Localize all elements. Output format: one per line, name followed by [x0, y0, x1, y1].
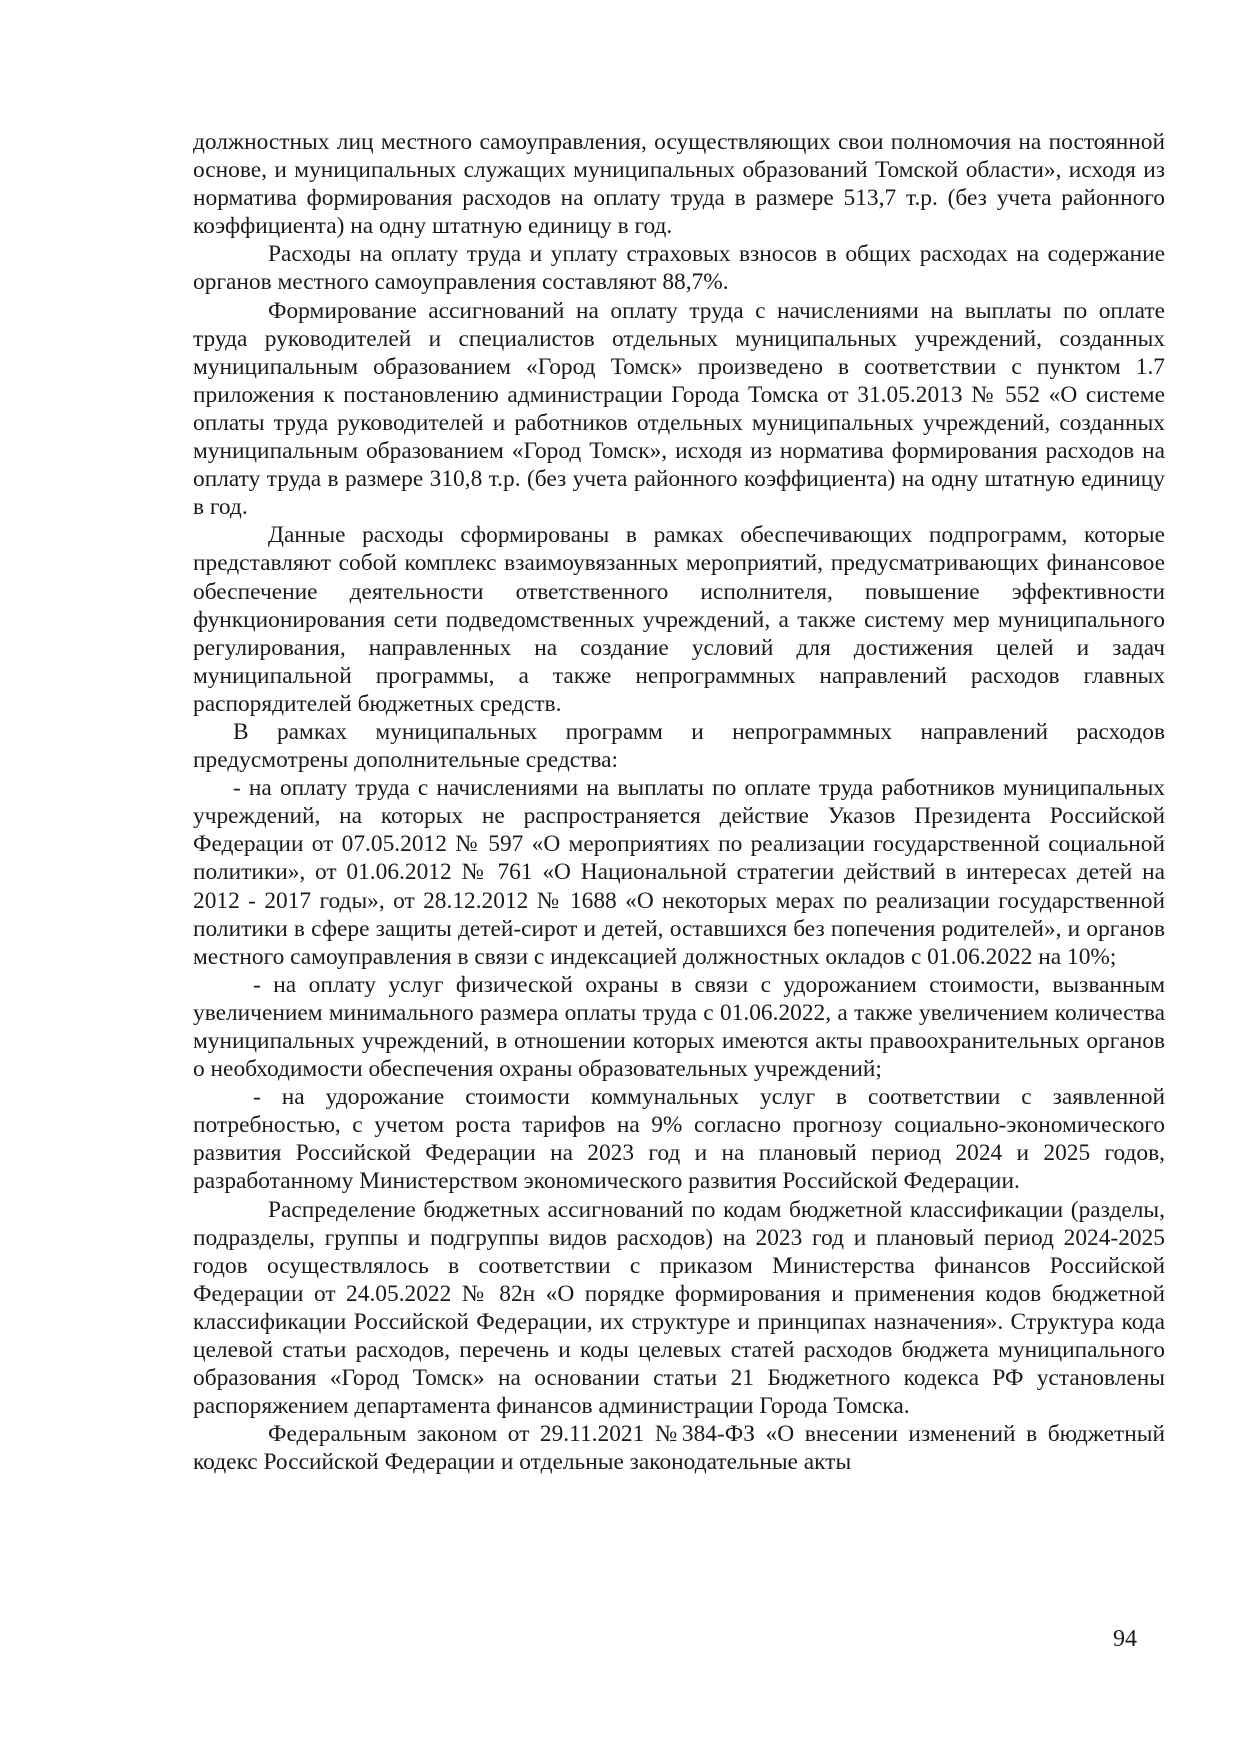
list-item-salary-indexation: - на оплату труда с начислениями на выплаты по оплате труда работников муниципальных учреждений, на которых не распространяется действие Указов Президента Российской Федерации от 07.05.2012 № 597 «О мероприятиях по реализации государственной социальной политики», от 01.06.2012 № 761 «О Национальной стратегии действий в интересах детей на 2012 - 2017 годы», от 28.12.2012 № 1688 «О некоторых мерах по реализации государственной политики в сфере защиты детей-сирот и детей, оставшихся без попечения родителей», и органов местного самоуправления в связи с индексацией должностных окладов с 01.06.2022 на 10%;: [193, 775, 1165, 970]
paragraph-federal-law: Федеральным законом от 29.11.2021 №384-ФЗ «О внесении изменений в бюджетный кодекс Российской Федерации и отдельные законодательные акты: [193, 1421, 1165, 1476]
paragraph-labor-share: Расходы на оплату труда и уплату страховых взносов в общих расходах на содержание органов местного самоуправления составляют 88,7%.: [193, 241, 1165, 296]
paragraph-support-subprograms: Данные расходы сформированы в рамках обеспечивающих подпрограмм, которые представляют собой комплекс взаимоувязанных мероприятий, предусматривающих финансовое обеспечение деятельности ответственного исполнителя, повышение эффективности функционирования сети подведомственных учреждений, а также систему мер муниципального регулирования, направленных на создание условий для достижения целей и задач муниципальной программы, а также непрограммных направлений расходов главных распорядителей бюджетных средств.: [193, 522, 1165, 717]
paragraph-additional-funds-intro: В рамках муниципальных программ и непрограммных направлений расходов предусмотрены дополнительные средства:: [193, 718, 1165, 774]
page-number: 94: [1113, 1626, 1137, 1652]
list-item-security-services: - на оплату услуг физической охраны в связи с удорожанием стоимости, вызванным увеличением минимального размера оплаты труда с 01.06.2022, а также увеличением количества муниципальных учреждений, в отношении которых имеются акты правоохранительных органов о необходимости обеспечения охраны образовательных учреждений;: [193, 971, 1165, 1083]
paragraph-salary-norm-officials: должностных лиц местного самоуправления, осуществляющих свои полномочия на постоянной основе, и муниципальных служащих муниципальных образований Томской области», исходя из норматива формирования расходов на оплату труда в размере 513,7 т.р. (без учета районного коэффициента) на одну штатную единицу в год.: [193, 129, 1165, 240]
document-page: [193, 128, 1165, 1477]
list-item-utilities: - на удорожание стоимости коммунальных услуг в соответствии с заявленной потребностью, с учетом роста тарифов на 9% согласно прогнозу социально-экономического развития Российской Федерации на 2023 год и на плановый период 2024 и 2025 годов, разработанному Министерством экономического развития Российской Федерации.: [193, 1084, 1165, 1195]
paragraph-institutions-salary: Формирование ассигнований на оплату труда с начислениями на выплаты по оплате труда руководителей и специалистов отдельных муниципальных учреждений, созданных муниципальным образованием «Город Томск» произведено в соответствии с пунктом 1.7 приложения к постановлению администрации Города Томска от 31.05.2013 № 552 «О системе оплаты труда руководителей и работников отдельных муниципальных учреждений, созданных муниципальным образованием «Город Томск», исходя из норматива формирования расходов на оплату труда в размере 310,8 т.р. (без учета районного коэффициента) на одну штатную единицу в год.: [193, 297, 1165, 521]
paragraph-budget-classification: Распределение бюджетных ассигнований по кодам бюджетной классификации (разделы, подразделы, группы и подгруппы видов расходов) на 2023 год и плановый период 2024-2025 годов осуществлялось в соответствии с приказом Министерства финансов Российской Федерации от 24.05.2022 № 82н «О порядке формирования и применения кодов бюджетной классификации Российской Федерации, их структуре и принципах назначения». Структура кода целевой статьи расходов, перечень и коды целевых статей расходов бюджета муниципального образования «Город Томск» на основании статьи 21 Бюджетного кодекса РФ установлены распоряжением департамента финансов администрации Города Томска.: [193, 1196, 1165, 1420]
